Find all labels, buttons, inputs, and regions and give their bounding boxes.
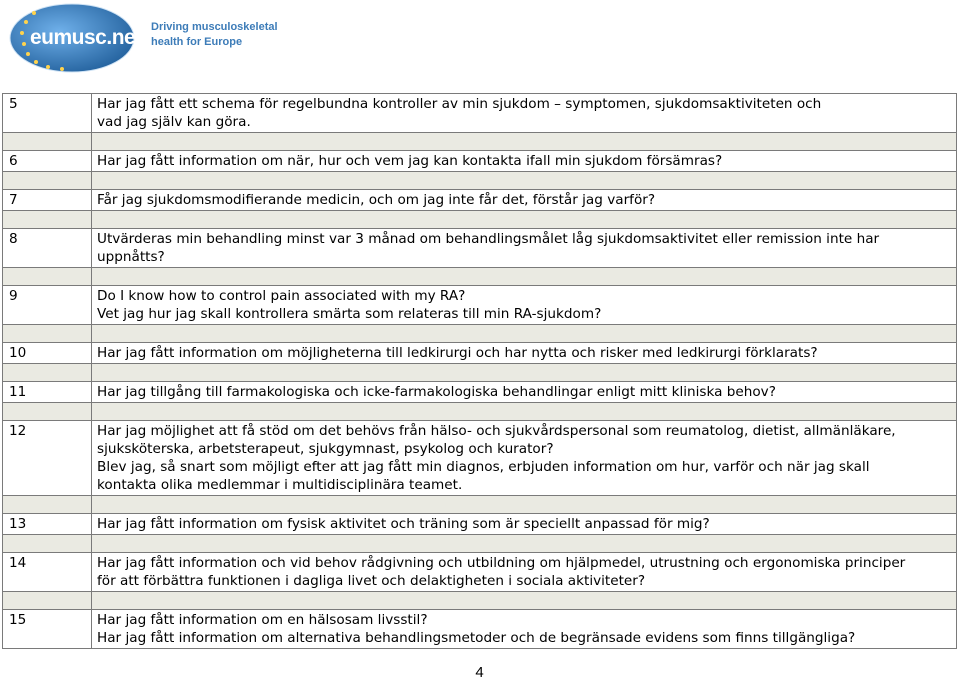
checklist-table [2,93,957,649]
spacer-row [3,592,957,610]
spacer-row [3,496,957,514]
spacer-cell [3,364,92,382]
question-number: 6 [3,151,92,172]
question-line: vad jag själv kan göra. [97,114,251,130]
question-line: Utvärderas min behandling minst var 3 månad om behandlingsmålet låg sjukdomsaktivitet eller remission inte har [97,231,880,247]
question-line: sjuksköterska, arbetsterapeut, sjukgymnast, psykolog och kurator? [97,441,554,457]
spacer-cell [3,325,92,343]
spacer-cell [92,403,957,421]
question-line: Har jag fått information om möjligheterna till ledkirurgi och har nytta och risker med ledkirurgi förklarats? [97,345,818,361]
spacer-cell [3,172,92,190]
question-row [3,151,957,172]
question-row [3,514,957,535]
question-number: 10 [3,343,92,364]
question-number: 7 [3,190,92,211]
spacer-row [3,172,957,190]
question-number: 13 [3,514,92,535]
question-text [92,94,957,133]
question-row [3,286,957,325]
spacer-cell [92,592,957,610]
question-line: Har jag fått information om alternativa behandlingsmetoder och de begränsade evidens som finns tillgängliga? [97,630,856,646]
spacer-cell [92,211,957,229]
question-text [92,382,957,403]
question-text [92,229,957,268]
spacer-cell [3,133,92,151]
question-row [3,421,957,496]
question-line: Har jag fått information om fysisk aktivitet och träning som är speciellt anpassad för mig? [97,516,710,532]
question-line: kontakta olika medlemmar i multidisciplinära teamet. [97,477,463,493]
checklist-body [3,94,957,649]
question-row [3,610,957,649]
spacer-cell [3,496,92,514]
question-line: uppnåtts? [97,249,165,265]
spacer-row [3,535,957,553]
question-number: 12 [3,421,92,496]
question-number: 11 [3,382,92,403]
question-number: 14 [3,553,92,592]
spacer-cell [3,592,92,610]
question-text [92,610,957,649]
spacer-cell [92,325,957,343]
question-row [3,343,957,364]
spacer-cell [3,268,92,286]
spacer-row [3,364,957,382]
question-line: Har jag fått ett schema för regelbundna kontroller av min sjukdom – symptomen, sjukdomsaktiviteten och [97,96,822,112]
spacer-cell [92,496,957,514]
spacer-row [3,325,957,343]
spacer-cell [92,535,957,553]
question-text [92,343,957,364]
question-number: 15 [3,610,92,649]
logo-tagline [151,20,281,50]
question-number: 8 [3,229,92,268]
spacer-row [3,403,957,421]
question-row [3,229,957,268]
question-text [92,286,957,325]
question-line: Har jag fått information och vid behov rådgivning och utbildning om hjälpmedel, utrustning och ergonomiska principer [97,555,906,571]
eumusc-logo [8,0,278,80]
page-number: 4 [475,664,484,681]
spacer-cell [92,364,957,382]
question-text [92,514,957,535]
question-text [92,421,957,496]
question-row [3,382,957,403]
question-number: 5 [3,94,92,133]
tagline-line-2: health for Europe [151,36,243,48]
spacer-row [3,211,957,229]
question-line: Har jag fått information om en hälsosam livsstil? [97,612,428,628]
question-row [3,94,957,133]
question-text [92,190,957,211]
logo-wordmark: eumusc.net [30,26,142,49]
spacer-cell [3,403,92,421]
question-line: Får jag sjukdomsmodifierande medicin, och om jag inte får det, förstår jag varför? [97,192,656,208]
question-line: Vet jag hur jag skall kontrollera smärta som relateras till min RA-sjukdom? [97,306,602,322]
tagline-line-1: Driving musculoskeletal [151,21,278,33]
question-line: Blev jag, så snart som möjligt efter att jag fått min diagnos, erbjuden information om hur, varför och när jag skall [97,459,870,475]
question-text [92,151,957,172]
spacer-cell [3,211,92,229]
question-row [3,190,957,211]
question-line: Har jag möjlighet att få stöd om det behövs från hälso- och sjukvårdspersonal som reumatolog, dietist, allmänläkare, [97,423,896,439]
spacer-cell [92,172,957,190]
spacer-row [3,133,957,151]
spacer-cell [92,133,957,151]
question-line: Har jag tillgång till farmakologiska och icke-farmakologiska behandlingar enligt mitt kliniska behov? [97,384,776,400]
question-number: 9 [3,286,92,325]
question-row [3,553,957,592]
question-line: Do I know how to control pain associated with my RA? [97,288,466,304]
spacer-row [3,268,957,286]
question-line: Har jag fått information om när, hur och vem jag kan kontakta ifall min sjukdom försämras? [97,153,723,169]
question-text [92,553,957,592]
question-line: för att förbättra funktionen i dagliga livet och delaktigheten i sociala aktiviteter? [97,573,646,589]
spacer-cell [92,268,957,286]
spacer-cell [3,535,92,553]
